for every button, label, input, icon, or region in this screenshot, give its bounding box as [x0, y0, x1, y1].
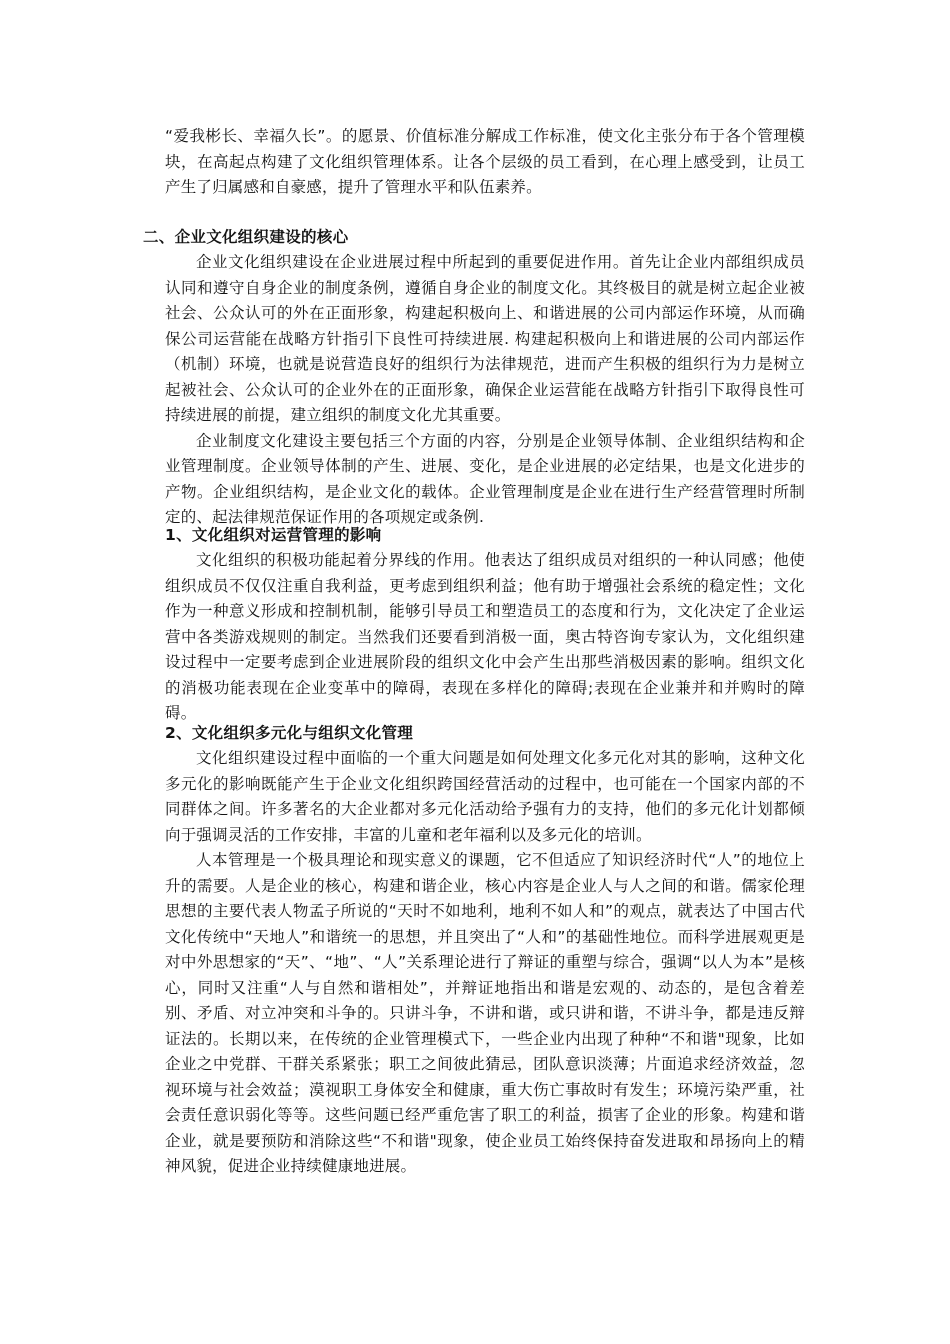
subsection-body: [165, 746, 805, 1180]
body-paragraph: 文化组织建设过程中面临的一个重大问题是如何处理文化多元化对其的影响，这种文化多元化的影响既能产生于企业文化组织跨国经营活动的过程中，也可能在一个国家内部的不同群体之间。许多著名的大企业都对多元化活动给予强有力的支持，他们的多元化计划都倾向于强调灵活的工作安排，丰富的儿童和老年福利以及多元化的培训。: [165, 749, 805, 844]
intro-text: [165, 124, 805, 201]
subsection-heading: 1、文化组织对运营管理的影响: [165, 526, 382, 544]
subsection-heading: 2、文化组织多元化与组织文化管理: [165, 724, 414, 742]
body-paragraph: 文化组织的积极功能起着分界线的作用。他表达了组织成员对组织的一种认同感；他使组织成员不仅仅注重自我利益，更考虑到组织利益；他有助于增强社会系统的稳定性；文化作为一种意义形成和控制机制，能够引导员工和塑造员工的态度和行为，文化决定了企业运营中各类游戏规则的制定。当然我们还要看到消极一面，奥古特咨询专家认为，文化组织建设过程中一定要考虑到企业进展阶段的组织文化中会产生出那些消极因素的影响。组织文化的消极功能表现在企业变革中的障碍，表现在多样化的障碍;表现在企业兼并和并购时的障碍。: [165, 551, 805, 722]
body-paragraph: 企业文化组织建设在企业进展过程中所起到的重要促进作用。首先让企业内部组织成员认同和遵守自身企业的制度条例，遵循自身企业的制度文化。其终极目的就是树立起企业被社会、公众认可的外在正面形象，构建起积极向上、和谐进展的公司内部运作环境，从而确保公司运营能在战略方针指引下良性可持续进展. 构建起积极向上和谐进展的公司内部运作（机制）环境，也就是说营造良好的组织行为法律规范，进而产生积极的组织行为力是树立起被社会、公众认可的企业外在的正面形象，确保企业运营能在战略方针指引下取得良性可持续进展的前提，建立组织的制度文化尤其重要。: [165, 253, 805, 424]
section-heading: 二、企业文化组织建设的核心: [143, 228, 349, 246]
section-body: [165, 250, 805, 531]
body-paragraph: 人本管理是一个极具理论和现实意义的课题，它不但适应了知识经济时代“人”的地位上升的需要。人是企业的核心，构建和谐企业，核心内容是企业人与人之间的和谐。儒家伦理思想的主要代表人物孟子所说的“天时不如地利，地利不如人和”的观点，就表达了中国古代文化传统中“天地人”和谐统一的思想，并且突出了“人和”的基础性地位。而科学进展观更是对中外思想家的“天”、“地”、“人”关系理论进行了辩证的重塑与综合，强调“以人为本”是核心，同时又注重“人与自然和谐相处”，并辩证地指出和谐是宏观的、动态的，是包含着差别、矛盾、对立冲突和斗争的。只讲斗争，不讲和谐，或只讲和谐，不讲斗争，都是违反辩证法的。长期以来，在传统的企业管理模式下，一些企业内出现了种种“不和谐"现象，比如企业之中党群、干群关系紧张；职工之间彼此猜忌，团队意识淡薄；片面追求经济效益，忽视环境与社会效益；漠视职工身体安全和健康，重大伤亡事故时有发生；环境污染严重，社会责任意识弱化等等。这些问题已经严重危害了职工的利益，损害了企业的形象。构建和谐企业，就是要预防和消除这些“不和谐"现象，使企业员工始终保持奋发进取和昂扬向上的精神风貌，促进企业持续健康地进展。: [165, 851, 805, 1175]
subsection-body: [165, 548, 805, 727]
body-paragraph: 企业制度文化建设主要包括三个方面的内容，分别是企业领导体制、企业组织结构和企业管理制度。企业领导体制的产生、进展、变化，是企业进展的必定结果，也是文化进步的产物。企业组织结构，是企业文化的载体。企业管理制度是企业在进行生产经营管理时所制定的、起法律规范保证作用的各项规定或条例.: [165, 431, 805, 526]
intro-paragraph: “爱我彬长、幸福久长”。的愿景、价值标准分解成工作标准，使文化主张分布于各个管理模块，在高起点构建了文化组织管理体系。让各个层级的员工看到，在心理上感受到，让员工产生了归属感和自豪感，提升了管理水平和队伍素养。: [165, 127, 805, 196]
